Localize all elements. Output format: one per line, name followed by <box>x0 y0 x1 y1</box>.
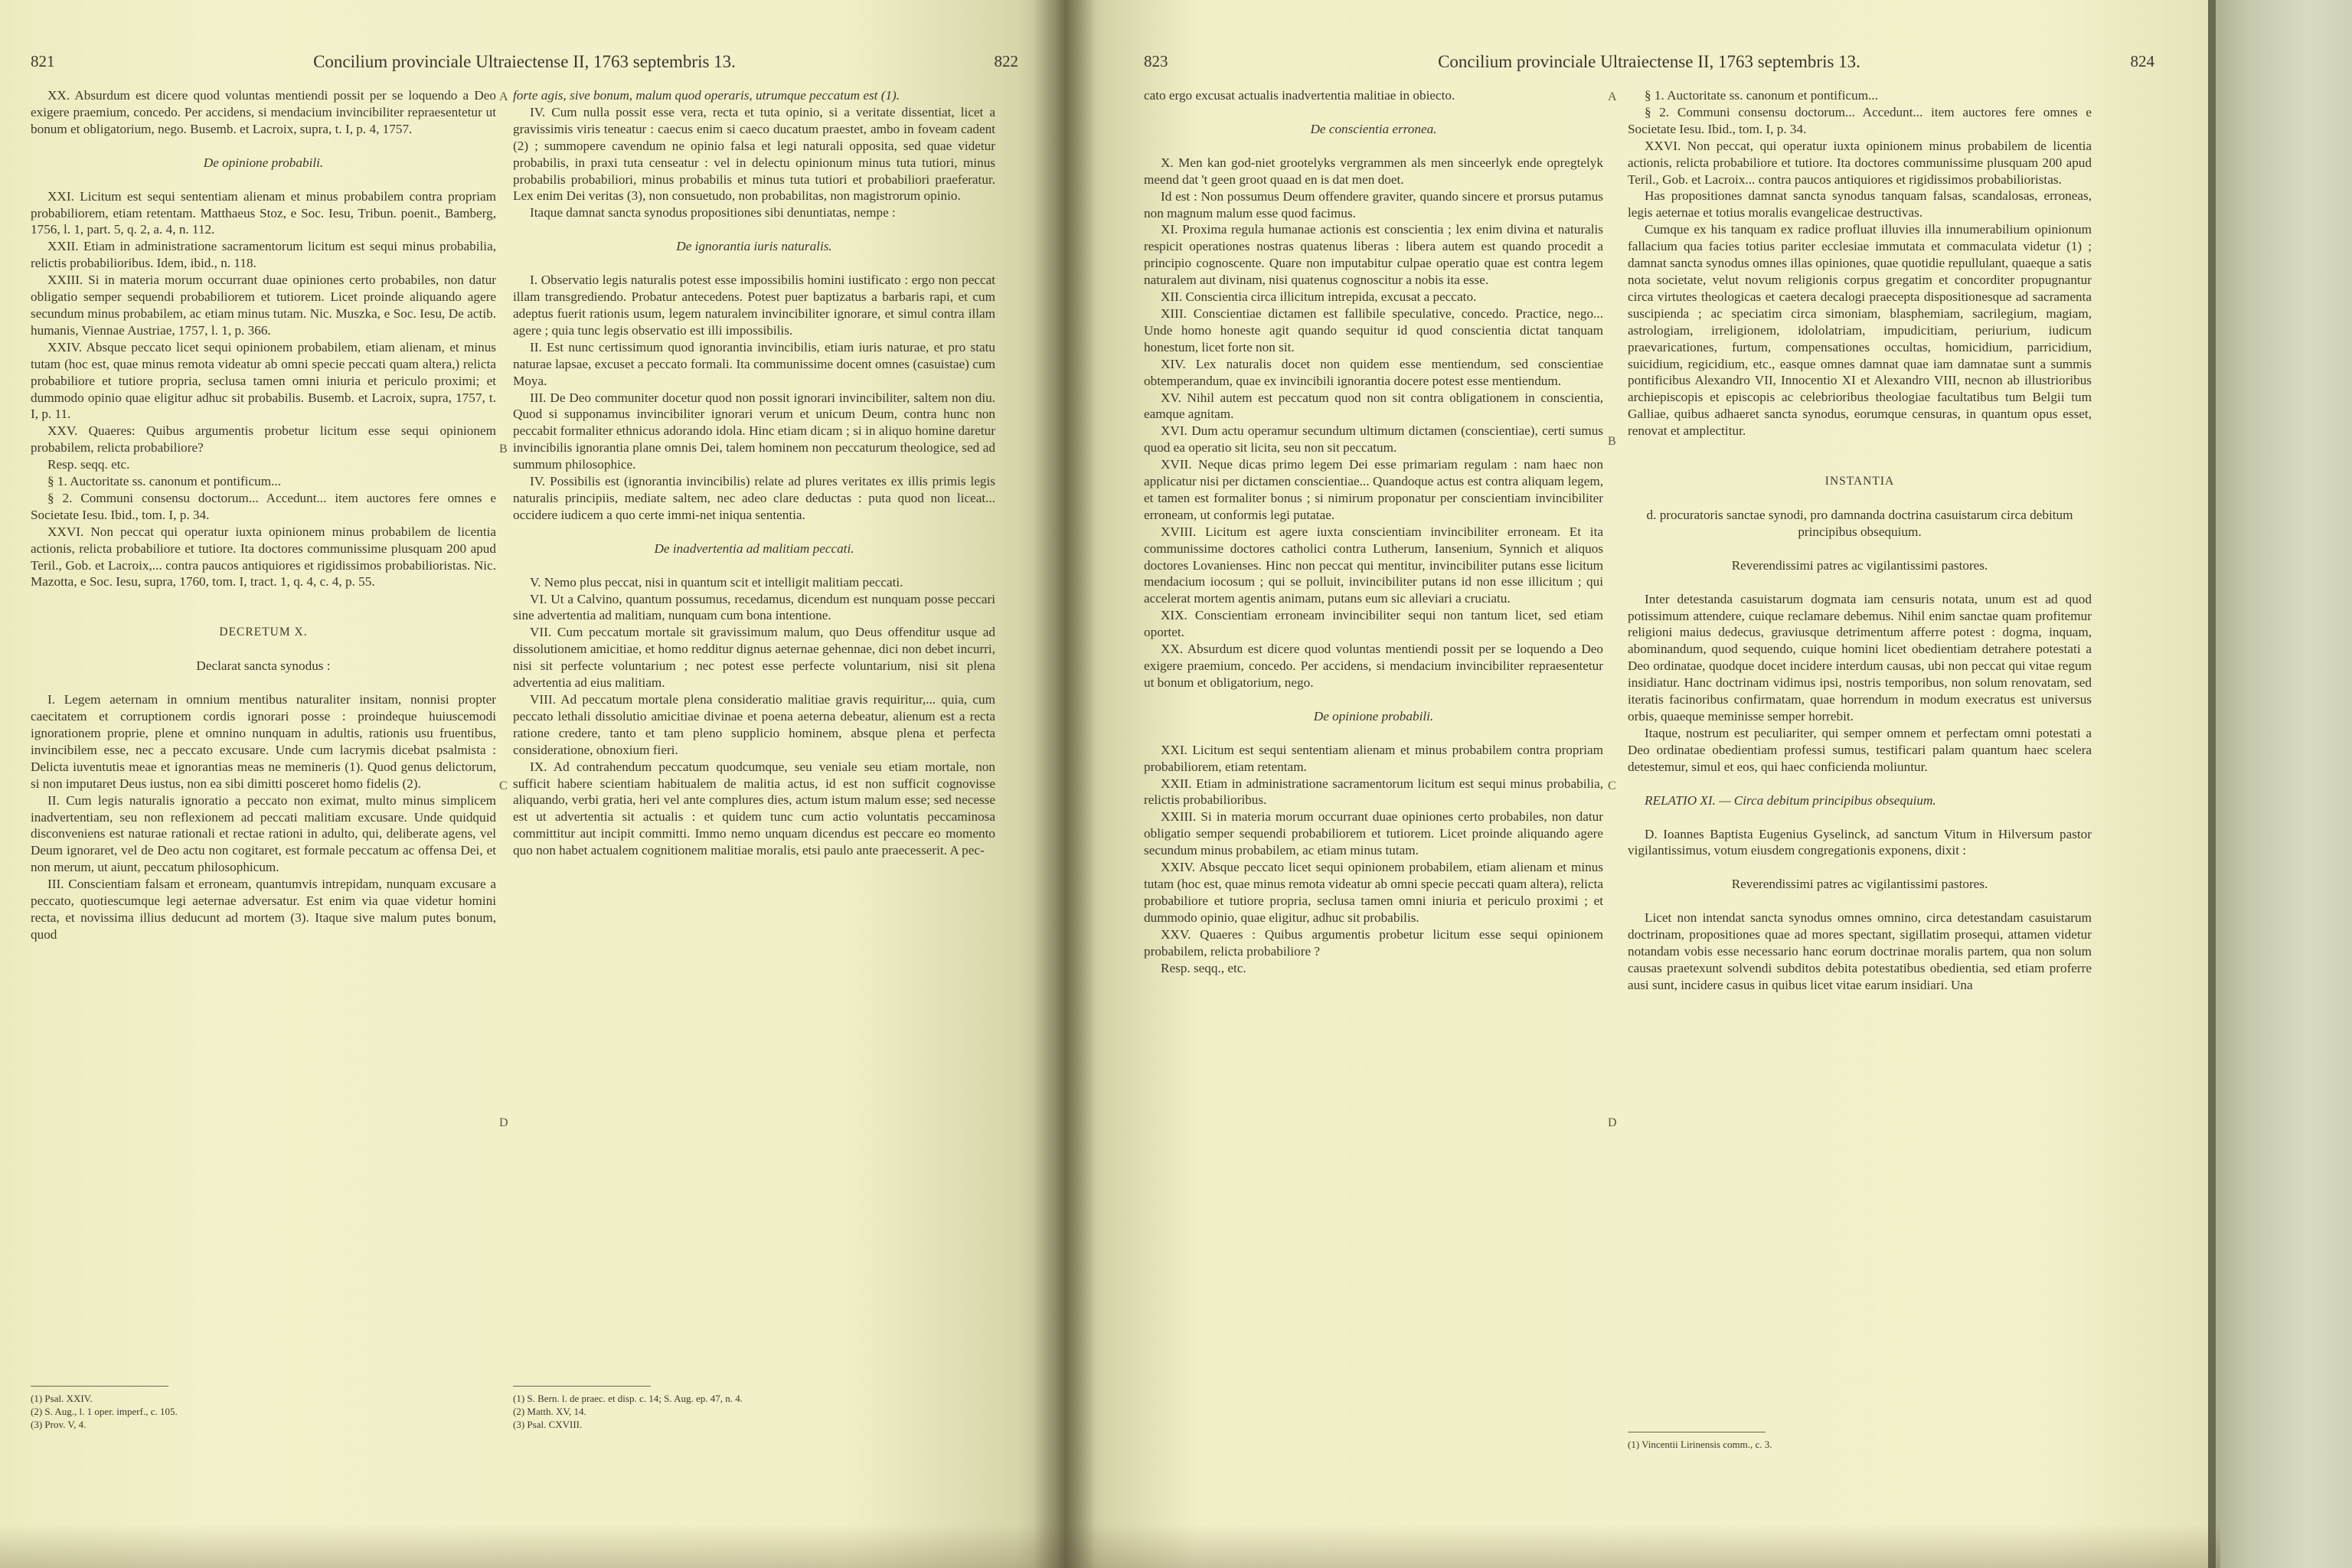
paragraph: V. Nemo plus peccat, nisi in quantum scit et intelligit malitiam peccati. <box>530 574 903 590</box>
paragraph: Resp. seqq. etc. <box>47 457 130 472</box>
paragraph: XXVI. Non peccat, qui operatur iuxta opinionem minus probabilem de licentia actionis, relicta probabiliore et tutiore. Ita doctores communissime plusquam 200 apud Teril., Gob. et Lacroix... contra paucos antiquiores et rigidissimos probabilioristas. <box>1628 138 2092 187</box>
paragraph: Cumque ex his tanquam ex radice profluat illuvies illa innumerabilium opinionum fallacium qua facies totius pariter ecclesiae immutata et commaculata videtur (1) ; damnat sancta synodus omnes illas opiniones, quae quotidie repullulant, quaeque a satis nota societate, velut novum religionis corpus gregatim et concorditer propugnantur circa virtutes theologicas et caetera decalogi praecepta dispositionesque ad sacramenta suscipienda ; ac speciatim circa simoniam, blasphemiam, sacrilegium, magiam, astrologiam, irreligionem, idololatriam, impudicitiam, periurium, iudicum praevaricationes, furtum, compensationes occultas, homicidium, parricidium, suicidium, regicidium, etc., easque omnes damnat quae iam damnatae sunt a summis pontificibus Alexandro VII, Innocentio XI et Alexandro VIII, necnon ab illustrioribus archiepiscopis et episcopis ac celebrioribus theologiae facultatibus tum Belgii tum Galliae, quibus adhaeret sancta synodus, eorumque censuras, in quantum opus esset, renovat et amplectitur. <box>1628 222 2092 439</box>
page-number: 823 <box>1144 52 1168 70</box>
footnote: (1) Psal. XXIV. <box>31 1393 93 1404</box>
salutation: Reverendissimi patres ac vigilantissimi pastores. <box>1731 557 1988 573</box>
paragraph: XVIII. Licitum est agere iuxta conscientiam invincibiliter erroneam. Et ita communissime doctores catholici contra Lutherum, Iansenium, Synnich et aliquos doctores Lovanienses. Hinc non peccat qui mentitur, invincibiliter putans esse licitum mendacium iocosum ; qui se polluit, invincibiliter putans id non esse illicitum ; qui accelerat mortem agentis animam, putans eum sic alleviari a cruciatu. <box>1144 524 1603 606</box>
paragraph: Has propositiones damnat sancta synodus tanquam falsas, scandalosas, erroneas, legis aeternae et totius moralis evangelicae destructivas. <box>1628 188 2092 220</box>
footnote: (1) Vincentii Lirinensis comm., c. 3. <box>1628 1439 1772 1450</box>
paragraph: XV. Nihil autem est peccatum quod non sit contra obligationem in conscientia, eamque agnitam. <box>1144 390 1603 422</box>
paragraph: XXIII. Si in materia morum occurrant duae opiniones certo probabiles, non datur obligatio semper sequendi probabiliorem et tutiorem. Licet proinde aliquando agere secundum minus probabilem, ac etiam minus tutam. Nic. Muszka, e Soc. Iesu, De actib. humanis, Viennae Austriae, 1757, l. 1, p. 366. <box>31 273 496 338</box>
paragraph: IX. Ad contrahendum peccatum quodcumque, seu veniale seu etiam mortale, non sufficit habere scientiam habitualem de malitia actus, id est non sufficit cognovisse aliquando, verbi gratia, heri vel ante complures dies, actum istum malum esse; sed necesse est ut advertentia sit actualis : et quidem tunc cum actio voluntatis peccaminosa committitur aut incipit committi. Immo nemo unquam dicendus est peccare eo momento quo non habet actualem cognitionem malitiae moralis, etsi paulo ante praecesserit. A pec- <box>513 759 995 858</box>
page-bottom-shadow <box>0 1524 2220 1568</box>
paragraph: Licet non intendat sancta synodus omnes omnino, circa detestandam casuistarum doctrinam, propositiones quae ad mores spectant, sigillatim prosequi, attamen videtur notandam vobis esse necessario hanc eorum doctrinae moralis partem, qua non solum causas praetexunt solvendi subditos debita potestatibus obedientia, sed etiam proferre ausi sunt, incidere casus in quibus licet vitae earum insidiari. Una <box>1628 910 2092 992</box>
paragraph: XIX. Conscientiam erroneam invincibiliter sequi non tantum licet, sed etiam oportet. <box>1144 608 1603 640</box>
margin-letter: A <box>1608 90 1617 103</box>
section-heading: De ignorantia iuris naturalis. <box>676 239 832 254</box>
footnote: (3) Prov. V, 4. <box>31 1419 87 1430</box>
page-number: 822 <box>994 52 1018 70</box>
paragraph: d. procuratoris sanctae synodi, pro damnanda doctrina casuistarum circa debitum principibus obsequium. <box>1646 507 2073 539</box>
footnotes <box>31 1392 490 1431</box>
paragraph: forte agis, sive bonum, malum quod operaris, utrumque peccatum est (1). <box>513 88 900 103</box>
paragraph: XXI. Licitum est sequi sententiam alienam et minus probabilem contra propriam probabiliorem, etiam retentam. Matthaeus Stoz, e Soc. Iesu, Tribun. poenit., Bamberg, 1756, l. 1, part. 5, q. 2, a. 4, n. 112. <box>31 188 496 237</box>
page-number: 824 <box>2130 52 2154 70</box>
paragraph: VIII. Ad peccatum mortale plena consideratio malitiae gravis requiritur,... quia, cum peccato lethali dissolutio amicitiae divinae et poena aeterna debeatur, alienum est a recta ratione credere, tanto et tam pleno supplicio hominem, absque plena et perfecta consideratione, obnoxium fieri. <box>513 692 995 757</box>
paragraph: § 2. Communi consensu doctorum... Accedunt... item auctores fere omnes e Societate Iesu. Ibid., tom. I, p. 34. <box>31 490 496 522</box>
margin-letter: D <box>1608 1116 1617 1129</box>
paragraph: XXIII. Si in materia morum occurrant duae opiniones certo probabiles, non datur obligatio semper sequendi probabiliorem et tutiorem. Licet proinde aliquando agere secundum minus probabilem, ac etiam minus tutam. <box>1144 809 1603 858</box>
paragraph: XXIV. Absque peccato licet sequi opinionem probabilem, etiam alienam et minus tutam (hoc est, quae minus remota videatur ab omni specie peccati quam altera), relicta probabiliore et tutiore propria, seclusa tamen omni iniuria et periculo proximi ; et dummodo opinio, quae eligitur, adhuc sit probabilis. <box>1144 860 1603 925</box>
left-page <box>0 0 1060 1568</box>
paragraph: XXI. Licitum est sequi sententiam alienam et minus probabilem contra propriam probabiliorem, etiam retentam. <box>1144 742 1603 774</box>
paragraph: II. Cum legis naturalis ignoratio a peccato non eximat, multo minus simplicem inadvertentiam, seu non reflexionem ad peccati malitiam excusare. Unde quidquid disconveniens est naturae rationali et rectae rationi in adulto, qui, deliberate agens, vel Deum ignoraret, vel de Deo actu non cogitaret, est formale peccatum ac offensa Dei, et non merum, ut aiunt, peccatum philosophicum. <box>31 792 496 875</box>
paragraph: Itaque damnat sancta synodus propositiones sibi denuntiatas, nempe : <box>530 205 896 220</box>
paragraph: Id est : Non possumus Deum offendere graviter, quando sincere et prorsus putamus non magnum malum esse quod facimus. <box>1144 188 1603 220</box>
margin-letter: C <box>1608 779 1616 792</box>
paragraph: XXVI. Non peccat qui operatur iuxta opinionem minus probabilem de licentia actionis, relicta probabiliore et tutiore. Ita doctores communissime plusquam 200 apud Teril., Gob. et Lacroix,... contra paucos antiquiores et rigidissimos probabilioristas. Nic. Mazotta, e Soc. Iesu, supra, 1760, tom. I, tract. 1, q. 4, c. 4, p. 55. <box>31 524 496 590</box>
paragraph: XX. Absurdum est dicere quod voluntas mentiendi possit per se loquendo a Deo exigere praemium, concedo. Per accidens, si mendacium invincibiliter repraesentetur ut bonum et obligatorium, nego. <box>1144 642 1603 690</box>
right-page <box>1060 0 2208 1568</box>
paragraph: § 1. Auctoritate ss. canonum et pontificum... <box>1645 88 1879 103</box>
margin-letter: B <box>1608 435 1616 448</box>
paragraph: Resp. seqq., etc. <box>1161 960 1246 975</box>
section-heading: De conscientia erronea. <box>1310 121 1437 136</box>
footnote: (3) Psal. CXVIII. <box>513 1419 583 1430</box>
paragraph: IV. Cum nulla possit esse vera, recta et tuta opinio, si a veritate dissentiat, licet a gravissimis viris teneatur : caecus enim si caeco ducatum praestet, ambo in foveam cadent (2) ; summopere cavendum ne opinio falsa et legi naturali opposita, sed quae videtur probabilis, in praxi tuta censeatur : vel in delectu opinionum minus tuta tutiori, minus probabilis probabiliori, minus probabilis et minus tuta tutiori et probabiliori praeferatur. Lex enim Dei veritas (3), non consuetudo, non probabilitas, non magistrorum opinio. <box>513 104 995 204</box>
paragraph: Inter detestanda casuistarum dogmata iam censuris notata, unum est ad quod potissimum attendere, cuique reclamare debemus. Nihil enim sanctae quam profitemur religioni maius dedecus, graviusque detrimentum afferre potest : dogma, inquam, abominandum, quod sequendo, cuique homini licet obedientiam detrahere potestati a Deo ordinatae, quodque docet incidere interdum causas, ubi non peccat qui vitae regum insidiatur. Hanc doctrinam vidimus ipsi, nostris temporibus, non solum renovatam, sed iteratis facinoribus confirmatam, quae horrendum in modum execratus est universus orbis, quaeque meminisse semper horrebit. <box>1628 591 2092 724</box>
margin-letter: B <box>499 443 508 456</box>
paragraph: XXII. Etiam in administratione sacramentorum licitum est sequi minus probabilia, relictis probabilioribus. <box>1144 776 1603 808</box>
paragraph: III. Conscientiam falsam et erroneam, quantumvis intrepidam, nunquam excusare a peccato, quotiescumque legi aeternae adversatur. Est enim via quae videtur homini recta, et novissima illius deducunt ad mortem (3). Itaque sive malum putes bonum, quod <box>31 877 496 942</box>
running-title: Concilium provinciale Ultraiectense II, 1763 septembris 13. <box>1438 52 1860 71</box>
footnote: (2) S. Aug., l. 1 oper. imperf., c. 105. <box>31 1406 178 1417</box>
margin-letter: D <box>499 1116 508 1129</box>
page-number: 821 <box>31 52 55 70</box>
section-heading: INSTANTIA <box>1824 475 1895 488</box>
footnote: (1) S. Bern. l. de praec. et disp. c. 14; S. Aug. ep. 47, n. 4. <box>513 1393 743 1404</box>
paragraph: cato ergo excusat actualis inadvertentia malitiae in obiecto. <box>1144 88 1455 103</box>
text-column <box>513 87 995 859</box>
footnotes <box>1628 1438 2087 1451</box>
relatio-heading: RELATIO XI. — Circa debitum principibus obsequium. <box>1645 792 1936 808</box>
section-heading: De opinione probabili. <box>1313 708 1434 724</box>
paragraph: VII. Cum peccatum mortale sit gravissimum malum, quo Deus offenditur usque ad dissolutionem amicitiae, et homo redditur dignus aeternae gehennae, dici non debet incurri, nisi sit perfecte voluntarium ; nec potest esse perfecte voluntarium, nisi sit plena advertentia ad eius malitiam. <box>513 625 995 691</box>
salutation: Reverendissimi patres ac vigilantissimi pastores. <box>1731 877 1988 892</box>
paragraph: XI. Proxima regula humanae actionis est conscientia ; lex enim divina et naturalis respicit operationes nostras quatenus liberas : libera autem est quando procedit a principio cognoscente. Quare non imputabitur culpae operatio quae est contra legem naturalem aut divinam, nisi quatenus cognoscitur a nobis ita esse. <box>1144 222 1603 288</box>
paragraph: X. Men kan god-niet grootelyks vergrammen als men sinceerlyk ende opregtelyk meend dat 't geen groot quaad en is dat men doet. <box>1144 155 1603 187</box>
paragraph: XX. Absurdum est dicere quod voluntas mentiendi possit per se loquendo a Deo exigere praemium, concedo. Per accidens, si mendacium invincibiliter repraesentetur ut bonum et obligatorium, nego. Busemb. et Lacroix, supra, t. I, p. 4, 1757. <box>31 88 496 136</box>
section-heading: Declarat sancta synodus : <box>196 658 331 674</box>
paragraph: D. Ioannes Baptista Eugenius Gyselinck, ad sanctum Vitum in Hilversum pastor vigilantissimus, votum eiusdem congregationis exponens, dixit : <box>1628 826 2092 858</box>
background-paper <box>2205 0 2352 1568</box>
footnote-rule <box>31 1386 168 1387</box>
paragraph: XXV. Quaeres: Quibus argumentis probetur licitum esse sequi opinionem probabilem, relicta probabiliore? <box>31 423 496 456</box>
paragraph: Itaque, nostrum est peculiariter, qui semper omnem et perfectam omni potestati a Deo ordinatae obedientiam professi sumus, testificari palam quantum haec scelera detestemur, simul et eos, qui haec conficienda moliuntur. <box>1628 725 2092 774</box>
running-head-left <box>31 52 1018 83</box>
running-title: Concilium provinciale Ultraiectense II, 1763 septembris 13. <box>313 52 736 71</box>
text-column <box>1628 87 2092 994</box>
paragraph: IV. Possibilis est (ignorantia invincibilis) relate ad plures veritates ex illis primis legis naturalis principiis, mediate saltem, nec adeo clare deductas : puta quod non liceat... occidere iudicem a quo certe immi-net iniqua sententia. <box>513 474 995 522</box>
paragraph: I. Legem aeternam in omnium mentibus naturaliter insitam, nonnisi propter caecitatem et corruptionem cordis ignorari posse : proindeque huiuscemodi ignorationem proprie, plene et omnino nunquam in adultis, rationis usu fruentibus, invincibilem esse, nec a peccato excusare. Unde cum lacrymis dicebat psalmista : Delicta iuventutis meae et ignorantias meas ne memineris (1). Quod genus delictorum, si non imputaret Deus iustus, non ea sibi dimitti posceret homo fidelis (2). <box>31 692 496 791</box>
paragraph: III. De Deo communiter docetur quod non possit ignorari invincibiliter, saltem non diu. Quod si supponamus invincibiliter ignorari verum et unicum Deum, contra hunc non peccabit formaliter ethnicus adorando idola. Hinc etiam dicam ; si in aliquo homine daretur invincibilis ignorantia plane omnis Dei, talem hominem non peccaturum theologice, sed ad summum philosophice. <box>513 390 995 472</box>
margin-letter: A <box>499 90 508 103</box>
section-heading: De opinione probabili. <box>203 155 324 170</box>
paragraph: § 1. Auctoritate ss. canonum et pontificum... <box>47 474 282 489</box>
margin-letter: C <box>499 779 508 792</box>
paragraph: XIV. Lex naturalis docet non quidem esse mentiendum, sed conscientiae obtemperandum, quae ex invincibili ignorantia docere potest esse mentiendum. <box>1144 356 1603 388</box>
paragraph: I. Observatio legis naturalis potest esse impossibilis homini iustificato : ergo non peccat illam transgrediendo. Probatur antecedens. Potest puer baptizatus a barbaris rapi, et cum adeptus fuerit rationis usum, legem naturalem invincibiliter ignorare, et simul contra illam agere ; quia tunc legis observatio est illi impossibilis. <box>513 273 995 338</box>
running-head-right <box>1144 52 2154 83</box>
footnote-rule <box>513 1386 651 1387</box>
paragraph: § 2. Communi consensu doctorum... Accedunt... item auctores fere omnes e Societate Iesu. Ibid., tom. I, p. 34. <box>1628 104 2092 136</box>
paragraph: XIII. Conscientiae dictamen est fallibile speculative, concedo. Practice, nego... Unde homo honeste agit quando sequitur id quod conscientia dictat tanquam honestum, licet forte non sit. <box>1144 305 1603 354</box>
paragraph: XII. Conscientia circa illicitum intrepida, excusat a peccato. <box>1161 289 1477 305</box>
paragraph: XXIV. Absque peccato licet sequi opinionem probabilem, etiam alienam, et minus tutam (hoc est, quae minus remota videatur ab omni specie peccati quam altera,) relicta probabiliore et tutiore propria, seclusa tamen omni iniuria et periculo proximi; et dummodo opinio quae eligitur adhuc sit probabilis. Busemb. et Lacroix, supra, 1757, t. I, p. 11. <box>31 339 496 422</box>
paragraph: II. Est nunc certissimum quod ignorantia invincibilis, etiam iuris naturae, et pro statu naturae lapsae, excuset a peccato formali. Ita communissime docent omnes (casuistae) cum Moya. <box>513 339 995 388</box>
text-column <box>1144 87 1603 976</box>
paragraph: XXII. Etiam in administratione sacramentorum licitum est sequi minus probabilia, relictis probabilioribus. Idem, ibid., n. 118. <box>31 239 496 271</box>
footnotes <box>513 1392 988 1431</box>
section-heading: De inadvertentia ad malitiam peccati. <box>654 541 854 556</box>
footnote: (2) Matth. XV, 14. <box>513 1406 586 1417</box>
text-column <box>31 87 496 943</box>
paragraph: XVII. Neque dicas primo legem Dei esse primariam regulam : nam haec non applicatur nisi per dictamen conscientiae... Quandoque actus est contra aliquam legem, et tamen est formaliter bonus ; si nimirum proponatur per conscientiam invincibiliter erroneam, ut conformis legi putatae. <box>1144 457 1603 522</box>
book-gutter <box>1034 0 1095 1568</box>
paragraph: VI. Ut a Calvino, quantum possumus, recedamus, dicendum est nunquam posse peccari sine advertentia ad malitiam, nunquam cum bona intentione. <box>513 591 995 623</box>
decree-heading: DECRETUM X. <box>219 626 308 639</box>
paragraph: XVI. Dum actu operamur secundum ultimum dictamen (conscientiae), certi sumus quod ea operatio sit licita, seu non sit peccatum. <box>1144 423 1603 456</box>
paragraph: XXV. Quaeres : Quibus argumentis probetur licitum esse sequi opinionem probabilem, relicta probabiliore ? <box>1144 926 1603 959</box>
